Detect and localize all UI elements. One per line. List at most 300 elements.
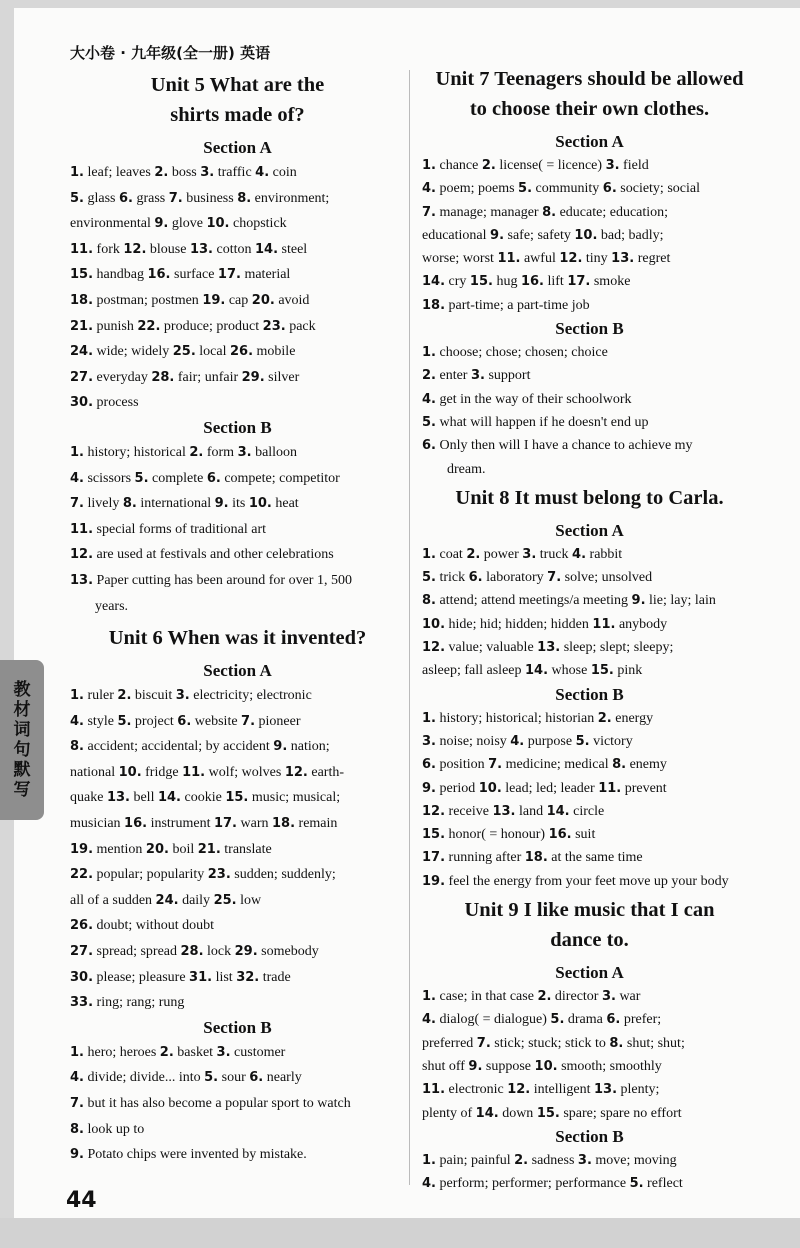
item-number: 9. bbox=[490, 227, 505, 243]
answer-line bbox=[70, 1117, 405, 1143]
answer-text: instrument bbox=[147, 816, 214, 832]
answer-text: lively bbox=[83, 496, 123, 512]
answer-line bbox=[70, 440, 405, 466]
item-number: 14. bbox=[525, 663, 549, 679]
item-number: 17. bbox=[567, 274, 591, 290]
item-number: 30. bbox=[70, 395, 94, 411]
item-number: 2. bbox=[154, 165, 169, 180]
item-number: 2. bbox=[481, 158, 496, 173]
unit9-section-a-title: Section A bbox=[555, 963, 624, 983]
answer-text: heat bbox=[271, 496, 299, 512]
answer-line bbox=[422, 1032, 757, 1055]
item-number: 4. bbox=[70, 1070, 84, 1086]
item-number: 13. bbox=[492, 803, 516, 819]
item-number: 6. bbox=[422, 757, 436, 773]
answer-text: hero; heroes bbox=[83, 1044, 160, 1060]
answer-line bbox=[422, 613, 757, 636]
answer-text: cotton bbox=[212, 241, 255, 257]
answer-text: at the same time bbox=[547, 850, 643, 866]
answer-text: balloon bbox=[251, 444, 298, 460]
item-number: 6. bbox=[422, 438, 436, 454]
answer-text: sleep; slept; sleepy; bbox=[560, 640, 674, 656]
answer-line bbox=[422, 411, 757, 434]
answer-line bbox=[70, 888, 405, 914]
answer-text: doubt; without doubt bbox=[93, 918, 214, 934]
answer-line bbox=[70, 1142, 405, 1168]
item-number: 6. bbox=[606, 1012, 621, 1028]
book-header: 大小卷 · 九年级(全一册) 英语 bbox=[70, 44, 271, 62]
item-number: 14. bbox=[475, 1105, 499, 1121]
item-number: 1. bbox=[70, 444, 84, 460]
answer-text: earth- bbox=[307, 764, 345, 780]
answer-line bbox=[422, 247, 757, 270]
item-number: 31. bbox=[189, 969, 213, 985]
answer-text: society; social bbox=[616, 181, 700, 197]
answer-text: safe; safety bbox=[504, 227, 575, 243]
item-number: 2. bbox=[422, 368, 436, 384]
item-number: 7. bbox=[422, 204, 436, 220]
answer-text: down bbox=[498, 1105, 537, 1121]
answer-text: circle bbox=[569, 803, 605, 819]
item-number: 5. bbox=[422, 414, 436, 430]
answer-line bbox=[70, 683, 405, 709]
item-number: 9. bbox=[468, 1058, 483, 1074]
answer-text: pioneer bbox=[255, 713, 301, 729]
answer-line bbox=[422, 1172, 757, 1195]
item-number: 19. bbox=[422, 873, 446, 889]
answer-line bbox=[70, 211, 405, 237]
answer-line bbox=[70, 262, 405, 288]
answer-line bbox=[70, 734, 405, 760]
answer-text: suppose bbox=[482, 1058, 535, 1074]
item-number: 8. bbox=[609, 1035, 624, 1051]
answer-text: preferred bbox=[422, 1035, 477, 1051]
answer-text: environment; bbox=[251, 190, 330, 206]
answer-text: intelligent bbox=[530, 1082, 595, 1098]
answer-line bbox=[422, 730, 757, 753]
answer-line bbox=[422, 823, 757, 846]
item-number: 11. bbox=[598, 780, 622, 796]
item-number: 6. bbox=[602, 181, 617, 197]
answer-text: glass bbox=[83, 190, 119, 206]
item-number: 11. bbox=[497, 251, 521, 267]
answer-line bbox=[70, 237, 405, 263]
item-number: 21. bbox=[197, 841, 221, 857]
item-number: 3. bbox=[577, 1152, 592, 1168]
item-number: 2. bbox=[514, 1152, 529, 1168]
answer-line bbox=[70, 785, 405, 811]
item-number: 27. bbox=[70, 369, 94, 385]
unit6-title: Unit 6 When was it invented? bbox=[108, 627, 367, 650]
answer-text: director bbox=[551, 989, 602, 1005]
answer-text: spread; spread bbox=[93, 944, 181, 960]
item-number: 15. bbox=[469, 274, 493, 290]
item-number: 7. bbox=[70, 496, 84, 512]
answer-text: handbag bbox=[93, 267, 148, 283]
answer-text: ruler bbox=[83, 688, 118, 704]
answer-text: attend; attend meetings/a meeting bbox=[435, 593, 632, 609]
item-number: 8. bbox=[542, 204, 557, 220]
item-number: 3. bbox=[237, 444, 252, 460]
answer-text: manage; manager bbox=[435, 204, 543, 220]
item-number: 19. bbox=[70, 841, 94, 857]
answer-text: chance bbox=[435, 158, 482, 173]
answer-text: field bbox=[619, 158, 649, 173]
answer-line bbox=[70, 517, 405, 543]
item-number: 5. bbox=[575, 733, 590, 749]
item-number: 7. bbox=[476, 1035, 491, 1051]
item-number: 2. bbox=[189, 444, 204, 460]
unit5-section-b-title: Section B bbox=[203, 417, 272, 437]
item-number: 1. bbox=[422, 989, 436, 1005]
answer-text: history; historical; historian bbox=[435, 710, 598, 726]
answer-text: rabbit bbox=[586, 546, 623, 562]
unit5-title-line1: Unit 5 What are the bbox=[150, 74, 325, 96]
answer-text: running after bbox=[445, 850, 525, 866]
answer-line bbox=[70, 913, 405, 939]
item-number: 9. bbox=[154, 216, 169, 232]
answer-text: popular; popularity bbox=[93, 867, 208, 883]
item-number: 14. bbox=[254, 241, 279, 257]
answer-text: lift bbox=[543, 274, 568, 290]
answer-text: license( = licence) bbox=[495, 158, 606, 173]
answer-text: nation; bbox=[287, 739, 330, 755]
item-number: 15. bbox=[70, 267, 94, 283]
item-number: 8. bbox=[237, 190, 252, 206]
answer-line bbox=[422, 566, 757, 589]
item-number: 12. bbox=[284, 764, 308, 780]
item-number: 16. bbox=[520, 274, 544, 290]
item-number: 1. bbox=[422, 1152, 436, 1168]
unit5-section-b-list bbox=[70, 440, 405, 619]
answer-line bbox=[422, 707, 757, 730]
item-number: 3. bbox=[470, 368, 485, 384]
unit5-title bbox=[70, 70, 405, 130]
answer-text: purpose bbox=[524, 733, 576, 749]
answer-text: tiny bbox=[582, 251, 612, 267]
answer-text: please; pleasure bbox=[93, 969, 190, 985]
answer-text: Potato chips were invented by mistake. bbox=[83, 1147, 307, 1163]
item-number: 28. bbox=[151, 369, 175, 385]
item-number: 18. bbox=[70, 292, 94, 308]
item-number: 6. bbox=[206, 470, 221, 486]
item-number: 4. bbox=[572, 546, 587, 562]
column-divider bbox=[409, 70, 410, 1185]
item-number: 10. bbox=[478, 780, 502, 796]
item-number: 5. bbox=[550, 1012, 565, 1028]
answer-text: traffic bbox=[214, 165, 256, 180]
item-number: 8. bbox=[70, 739, 84, 755]
answer-text: worse; worst bbox=[422, 251, 498, 267]
answer-text: somebody bbox=[257, 944, 319, 960]
answer-text: coin bbox=[269, 165, 297, 180]
answer-text: noise; noisy bbox=[435, 733, 511, 749]
unit8-title: Unit 8 It must belong to Carla. bbox=[455, 486, 724, 509]
answer-text: Paper cutting has been around for over 1, 500 bbox=[93, 572, 352, 588]
side-tab-char: 词 bbox=[13, 720, 31, 740]
item-number: 1. bbox=[422, 158, 436, 173]
answer-text: energy bbox=[611, 710, 654, 726]
item-number: 5. bbox=[70, 190, 84, 206]
answer-text: history; historical bbox=[83, 444, 190, 460]
unit9-title-line1: Unit 9 I like music that I can bbox=[464, 899, 715, 922]
item-number: 4. bbox=[422, 391, 436, 407]
answer-text: wide; widely bbox=[93, 344, 173, 360]
answer-line bbox=[422, 364, 757, 387]
item-number: 11. bbox=[182, 764, 206, 780]
item-number: 10. bbox=[118, 764, 142, 780]
answer-text: sadness bbox=[528, 1152, 578, 1168]
answer-line bbox=[422, 434, 757, 457]
item-number: 9. bbox=[214, 496, 229, 512]
item-number: 3. bbox=[216, 1044, 231, 1060]
item-number: 12. bbox=[422, 803, 446, 819]
item-number: 27. bbox=[70, 944, 94, 960]
answer-text: dialog( = dialogue) bbox=[435, 1012, 551, 1028]
unit9-section-b-title: Section B bbox=[555, 1126, 624, 1146]
answer-text: nearly bbox=[263, 1070, 302, 1086]
answer-line bbox=[70, 466, 405, 492]
item-number: 18. bbox=[422, 297, 446, 313]
answer-text: blouse bbox=[146, 241, 190, 257]
answer-text: shut off bbox=[422, 1058, 469, 1074]
item-number: 16. bbox=[147, 267, 171, 283]
answer-text: period bbox=[435, 780, 479, 796]
answer-text: what will happen if he doesn't end up bbox=[435, 414, 649, 430]
unit6-section-b-title: Section B bbox=[203, 1017, 272, 1037]
item-number: 13. bbox=[594, 1082, 618, 1098]
answer-text: choose; chose; chosen; choice bbox=[435, 345, 608, 361]
answer-text: mobile bbox=[253, 344, 296, 360]
item-number: 18. bbox=[524, 850, 548, 866]
answer-text: national bbox=[70, 764, 119, 780]
item-number: 5. bbox=[204, 1070, 219, 1086]
answer-text: low bbox=[236, 892, 262, 908]
answer-text: sour bbox=[218, 1070, 250, 1086]
unit7-section-a-title: Section A bbox=[555, 132, 624, 151]
item-number: 5. bbox=[518, 181, 533, 197]
answer-text: trick bbox=[435, 570, 469, 586]
answer-text: whose bbox=[548, 663, 591, 679]
item-number: 19. bbox=[202, 292, 226, 308]
answer-line bbox=[422, 458, 757, 481]
item-number: 2. bbox=[117, 688, 132, 704]
answer-line bbox=[70, 837, 405, 863]
item-number: 2. bbox=[597, 710, 612, 726]
answer-line bbox=[70, 811, 405, 837]
unit6-section-b-list bbox=[70, 1040, 405, 1168]
answer-text: cap bbox=[225, 292, 252, 308]
answer-line bbox=[422, 1008, 757, 1031]
answer-text: get in the way of their schoolwork bbox=[435, 391, 632, 407]
bottom-margin bbox=[0, 1218, 800, 1248]
item-number: 10. bbox=[534, 1058, 558, 1074]
item-number: 8. bbox=[422, 593, 436, 609]
item-number: 3. bbox=[605, 158, 620, 173]
answer-line bbox=[422, 846, 757, 869]
answer-text: quake bbox=[70, 790, 107, 806]
item-number: 29. bbox=[241, 369, 265, 385]
unit7-section-b-list bbox=[422, 341, 757, 481]
item-number: 4. bbox=[510, 733, 525, 749]
answer-text: form bbox=[203, 444, 238, 460]
answer-text: medicine; medical bbox=[502, 757, 613, 773]
item-number: 6. bbox=[118, 190, 133, 206]
unit8-section-a-list bbox=[422, 543, 757, 683]
item-number: 3. bbox=[422, 733, 436, 749]
answer-text: prefer; bbox=[620, 1012, 662, 1028]
item-number: 4. bbox=[422, 1012, 436, 1028]
unit8-section-b-title: Section B bbox=[555, 684, 624, 704]
item-number: 12. bbox=[422, 640, 446, 656]
unit8-section-b-list bbox=[422, 707, 757, 893]
answer-text: drama bbox=[564, 1012, 607, 1028]
item-number: 16. bbox=[124, 816, 148, 832]
side-tab-char: 默 bbox=[13, 760, 31, 780]
unit6-section-a-list bbox=[70, 683, 405, 1016]
answer-text: solve; unsolved bbox=[561, 570, 653, 586]
answer-text: trade bbox=[259, 969, 291, 985]
item-number: 32. bbox=[236, 969, 260, 985]
side-tab-char: 材 bbox=[13, 700, 31, 720]
answer-text: complete bbox=[148, 470, 207, 486]
item-number: 1. bbox=[70, 688, 84, 704]
item-number: 7. bbox=[488, 757, 503, 773]
answer-text: laboratory bbox=[482, 570, 548, 586]
answer-text: music; musical; bbox=[248, 790, 341, 806]
answer-text: reflect bbox=[643, 1176, 683, 1192]
answer-text: everyday bbox=[93, 369, 152, 385]
answer-text: hide; hid; hidden; hidden bbox=[445, 616, 593, 632]
answer-line bbox=[422, 388, 757, 411]
answer-text: enter bbox=[435, 368, 471, 384]
item-number: 8. bbox=[122, 496, 137, 512]
answer-line bbox=[70, 491, 405, 517]
answer-text: business bbox=[182, 190, 238, 206]
answer-line bbox=[70, 965, 405, 991]
item-number: 4. bbox=[255, 165, 270, 180]
answer-text: plenty; bbox=[617, 1082, 660, 1098]
answer-text: wolf; wolves bbox=[205, 764, 285, 780]
answer-text: coat bbox=[435, 546, 467, 562]
item-number: 24. bbox=[70, 344, 94, 360]
answer-line bbox=[70, 314, 405, 340]
right-column bbox=[422, 64, 757, 1195]
answer-line bbox=[70, 339, 405, 365]
item-number: 11. bbox=[592, 616, 616, 632]
item-number: 10. bbox=[248, 496, 272, 512]
answer-text: compete; competitor bbox=[220, 470, 340, 486]
answer-line bbox=[422, 294, 757, 317]
unit7-title-line1: Unit 7 Teenagers should be allowed bbox=[435, 68, 744, 90]
answer-text: pack bbox=[285, 318, 316, 334]
answer-text: dream. bbox=[447, 461, 486, 477]
answer-text: surface bbox=[170, 267, 218, 283]
answer-line bbox=[70, 709, 405, 735]
item-number: 4. bbox=[422, 181, 436, 197]
answer-text: style bbox=[83, 713, 118, 729]
answer-line bbox=[422, 1078, 757, 1101]
answer-text: support bbox=[484, 368, 531, 384]
answer-line bbox=[422, 177, 757, 200]
answer-text: chopstick bbox=[229, 216, 287, 232]
item-number: 4. bbox=[70, 713, 84, 729]
item-number: 30. bbox=[70, 969, 94, 985]
answer-text: material bbox=[240, 267, 291, 283]
answer-text: bell bbox=[129, 790, 158, 806]
answer-line bbox=[70, 568, 405, 594]
answer-text: regret bbox=[634, 251, 671, 267]
unit9-section-a-list bbox=[422, 985, 757, 1125]
answer-text: cry bbox=[445, 274, 470, 290]
answer-text: warn bbox=[237, 816, 272, 832]
answer-line bbox=[70, 1065, 405, 1091]
answer-text: asleep; fall asleep bbox=[422, 663, 526, 679]
answer-text: position bbox=[435, 757, 489, 773]
answer-text: lead; led; leader bbox=[501, 780, 599, 796]
item-number: 13. bbox=[611, 251, 635, 267]
answer-text: sudden; suddenly; bbox=[230, 867, 336, 883]
answer-text: lie; lay; lain bbox=[645, 593, 716, 609]
answer-text: local bbox=[195, 344, 230, 360]
unit9-title bbox=[422, 895, 757, 955]
answer-text: steel bbox=[278, 241, 308, 257]
answer-text: awful bbox=[520, 251, 560, 267]
answer-text: Only then will I have a chance to achieve my bbox=[435, 438, 693, 454]
page-number: 44 bbox=[66, 1188, 97, 1213]
item-number: 1. bbox=[70, 165, 84, 180]
item-number: 23. bbox=[207, 867, 231, 883]
item-number: 3. bbox=[601, 989, 616, 1005]
item-number: 10. bbox=[206, 216, 230, 232]
item-number: 9. bbox=[70, 1147, 84, 1163]
answer-text: feel the energy from your feet move up your body bbox=[445, 873, 729, 889]
answer-text: perform; performer; performance bbox=[435, 1176, 630, 1192]
answer-text: prevent bbox=[621, 780, 667, 796]
item-number: 25. bbox=[172, 344, 196, 360]
answer-line bbox=[70, 862, 405, 888]
item-number: 21. bbox=[70, 318, 94, 334]
item-number: 20. bbox=[251, 292, 275, 308]
answer-line bbox=[422, 543, 757, 566]
item-number: 12. bbox=[123, 241, 147, 257]
answer-text: educate; education; bbox=[556, 204, 669, 220]
item-number: 4. bbox=[70, 470, 84, 486]
answer-text: all of a sudden bbox=[70, 892, 156, 908]
answer-text: stick; stuck; stick to bbox=[490, 1035, 610, 1051]
answer-line bbox=[70, 186, 405, 212]
item-number: 5. bbox=[422, 570, 436, 586]
answer-text: bad; badly; bbox=[597, 227, 664, 243]
item-number: 18. bbox=[272, 816, 296, 832]
answer-text: customer bbox=[230, 1044, 286, 1060]
answer-text: community bbox=[532, 181, 603, 197]
item-number: 13. bbox=[70, 572, 94, 588]
answer-text: its bbox=[228, 496, 249, 512]
answer-text: mention bbox=[93, 841, 146, 857]
item-number: 20. bbox=[145, 841, 169, 857]
answer-line bbox=[422, 1055, 757, 1078]
item-number: 13. bbox=[537, 640, 561, 656]
answer-text: electricity; electronic bbox=[189, 688, 312, 704]
item-number: 2. bbox=[159, 1044, 174, 1060]
item-number: 12. bbox=[559, 251, 583, 267]
item-number: 9. bbox=[422, 780, 436, 796]
answer-text: years. bbox=[95, 598, 129, 614]
answer-line bbox=[422, 753, 757, 776]
item-number: 25. bbox=[213, 892, 237, 908]
item-number: 3. bbox=[175, 688, 190, 704]
